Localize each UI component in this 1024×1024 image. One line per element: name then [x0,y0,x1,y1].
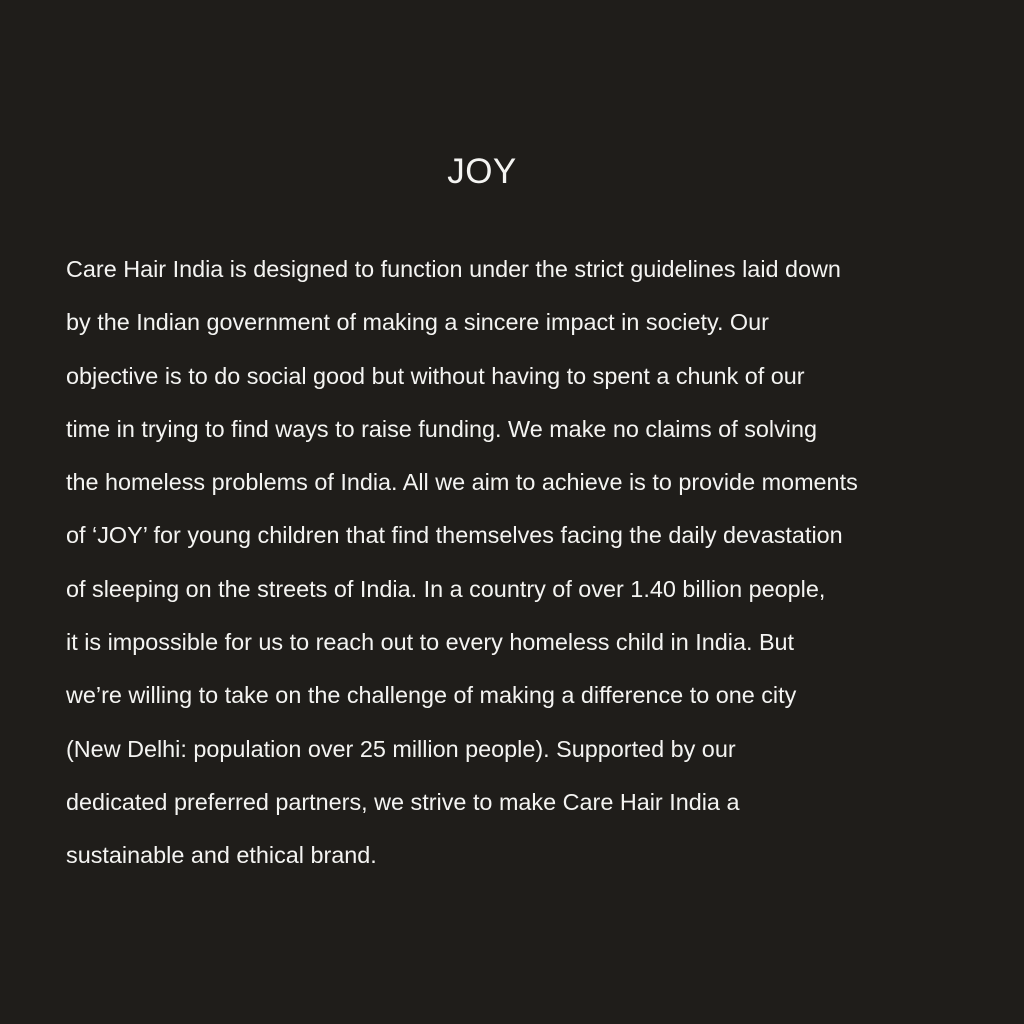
page-title: JOY [447,152,517,191]
paragraph-line: objective is to do social good but without having to spent a chunk of our [66,362,805,389]
paragraph-line: (New Delhi: population over 25 million people). Supported by our [66,735,736,762]
paragraph-line: Care Hair India is designed to function under the strict guidelines laid down [66,256,841,282]
paragraph-line: the homeless problems of India. All we aim to achieve is to provide moments [66,469,858,496]
paragraph-line: sustainable and ethical brand. [66,842,377,869]
paragraph-line: we’re willing to take on the challenge of making a difference to one city [66,682,797,709]
paragraph-line: dedicated preferred partners, we strive to make Care Hair India a [66,788,740,815]
paragraph-line: time in trying to find ways to raise funding. We make no claims of solving [66,415,818,442]
paragraph-line: of ‘JOY’ for young children that find themselves facing the daily devastation [66,522,843,549]
paragraph-line: of sleeping on the streets of India. In a country of over 1.40 billion people, [66,575,826,602]
paragraph-line: it is impossible for us to reach out to every homeless child in India. But [66,629,795,656]
paragraph-line: by the Indian government of making a sincere impact in society. Our [66,309,769,336]
mission-paragraph [66,243,986,883]
